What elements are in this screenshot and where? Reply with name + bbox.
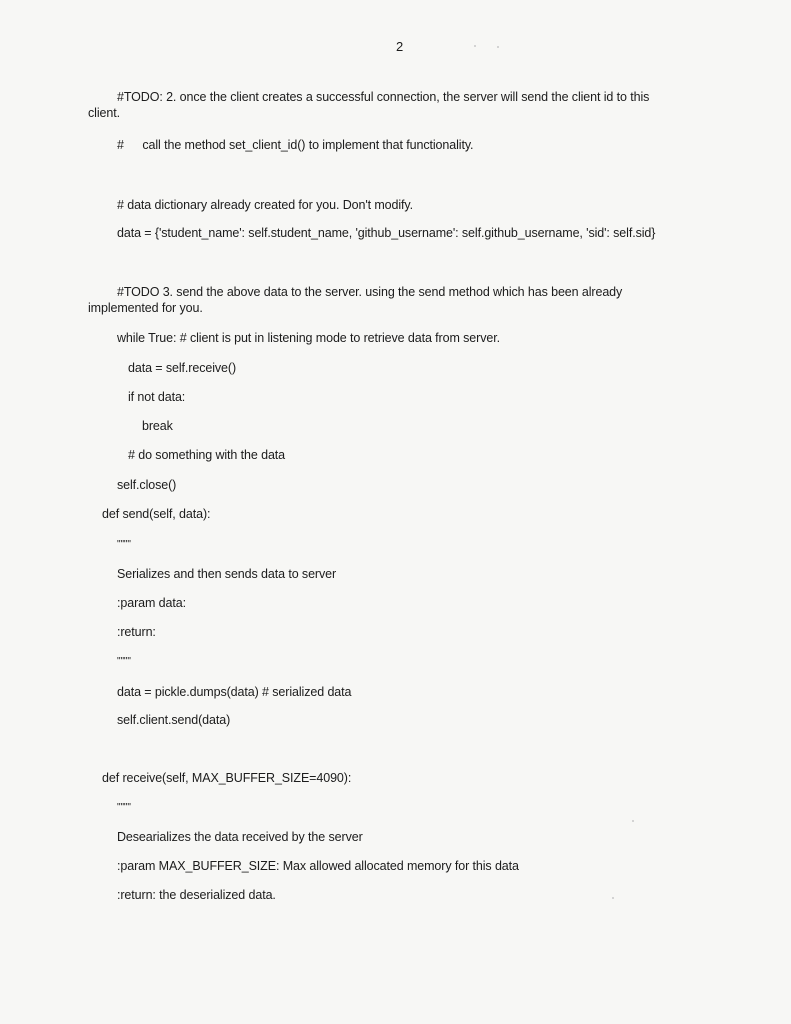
comment-hash: # [117, 138, 124, 152]
todo2-line-1: #TODO: 2. once the client creates a successful connection, the server will send the client id to this [117, 90, 650, 104]
receive-docstring-open: """" [117, 802, 131, 813]
todo2-comment [117, 137, 473, 153]
break-line: break [142, 419, 173, 433]
todo3-line-2: implemented for you. [88, 301, 203, 315]
data-dict-comment: # data dictionary already created for you. Don't modify. [117, 198, 414, 212]
send-doc-param: :param data: [117, 596, 186, 610]
comment-text: call the method set_client_id() to implement that functionality. [142, 138, 474, 152]
scan-speck [612, 897, 614, 899]
receive-doc-param: :param MAX_BUFFER_SIZE: Max allowed allocated memory for this data [117, 859, 519, 873]
do-something-comment: # do something with the data [128, 448, 286, 462]
if-not-data-line: if not data: [128, 390, 186, 404]
pickle-dumps-line: data = pickle.dumps(data) # serialized data [117, 685, 352, 699]
scan-speck [497, 46, 499, 48]
while-loop-line: while True: # client is put in listening mode to retrieve data from server. [117, 331, 500, 345]
def-send-line: def send(self, data): [102, 507, 211, 521]
send-docstring-open: """" [117, 539, 131, 550]
scan-speck [474, 45, 476, 47]
receive-call-line: data = self.receive() [128, 361, 237, 375]
def-receive-line: def receive(self, MAX_BUFFER_SIZE=4090): [102, 771, 352, 785]
send-doc-description: Serializes and then sends data to server [117, 567, 337, 581]
todo3-line-1: #TODO 3. send the above data to the server. using the send method which has been already [117, 285, 623, 299]
client-send-line: self.client.send(data) [117, 713, 231, 727]
data-assignment: data = {'student_name': self.student_name, 'github_username': self.github_username, 'sid': self.sid} [117, 226, 656, 240]
send-docstring-close: """" [117, 656, 131, 667]
send-doc-return: :return: [117, 625, 156, 639]
receive-doc-description: Desearializes the data received by the server [117, 830, 363, 844]
todo2-line-2: client. [88, 106, 120, 120]
close-call-line: self.close() [117, 478, 177, 492]
page-number: 2 [396, 39, 404, 54]
receive-doc-return: :return: the deserialized data. [117, 888, 276, 902]
scan-speck [632, 820, 634, 822]
